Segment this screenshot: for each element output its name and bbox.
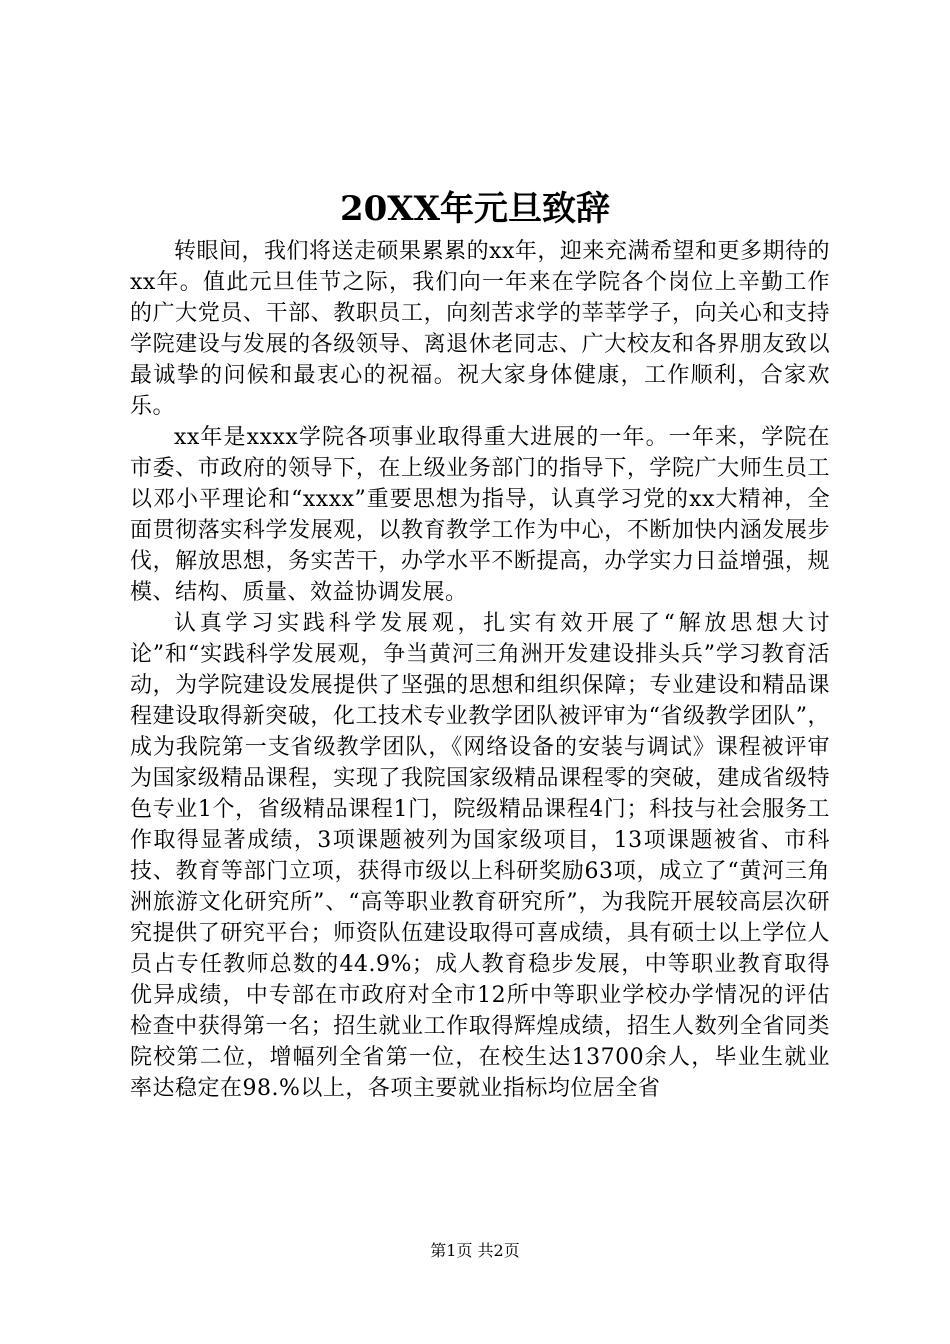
page-number-footer: 第1页 共2页 (430, 1241, 520, 1260)
document-body (130, 236, 830, 1104)
paragraph-greeting: 转眼间，我们将送走硕果累累的xx年，迎来充满希望和更多期待的xx年。值此元旦佳节之际，我们向一年来在学院各个岗位上辛勤工作的广大党员、干部、教职员工，向刻苦求学的莘莘学子，向关心和支持学院建设与发展的各级领导、离退休老同志、广大校友和各界朋友致以最诚挚的问候和最衷心的祝福。祝大家身体健康，工作顺利，合家欢乐。 (130, 239, 830, 419)
paragraph-progress: xx年是xxxx学院各项事业取得重大进展的一年。一年来，学院在市委、市政府的领导下，在上级业务部门的指导下，学院广大师生员工以邓小平理论和“xxxx”重要思想为指导，认真学习党的xx大精神，全面贯彻落实科学发展观，以教育教学工作为中心，不断加快内涵发展步伐，解放思想，务实苦干，办学水平不断提高，办学实力日益增强，规模、结构、质量、效益协调发展。 (130, 425, 830, 605)
paragraph-achievements: 认真学习实践科学发展观，扎实有效开展了“解放思想大讨论”和“实践科学发展观，争当黄河三角洲开发建设排头兵”学习教育活动，为学院建设发展提供了坚强的思想和组织保障；专业建设和精品课程建设取得新突破，化工技术专业教学团队被评审为“省级教学团队”，成为我院第一支省级教学团队，《网络设备的安装与调试》课程被评审为国家级精品课程，实现了我院国家级精品课程零的突破，建成省级特色专业1个，省级精品课程1门，院级精品课程4门；科技与社会服务工作取得显著成绩，3项课题被列为国家级项目，13项课题被省、市科技、教育等部门立项，获得市级以上科研奖励63项，成立了“黄河三角洲旅游文化研究所”、“高等职业教育研究所”，为我院开展较高层次研究提供了研究平台；师资队伍建设取得可喜成绩，具有硕士以上学位人员占专任教师总数的44.9%；成人教育稳步发展，中等职业教育取得优异成绩，中专部在市政府对全市12所中等职业学校办学情况的评估检查中获得第一名；招生就业工作取得辉煌成绩，招生人数列全省同类院校第二位，增幅列全省第一位，在校生达13700余人，毕业生就业率达稳定在98.%以上，各项主要就业指标均位居全省 (130, 611, 830, 1101)
document-title: 20XX年元旦致辞 (339, 189, 611, 229)
